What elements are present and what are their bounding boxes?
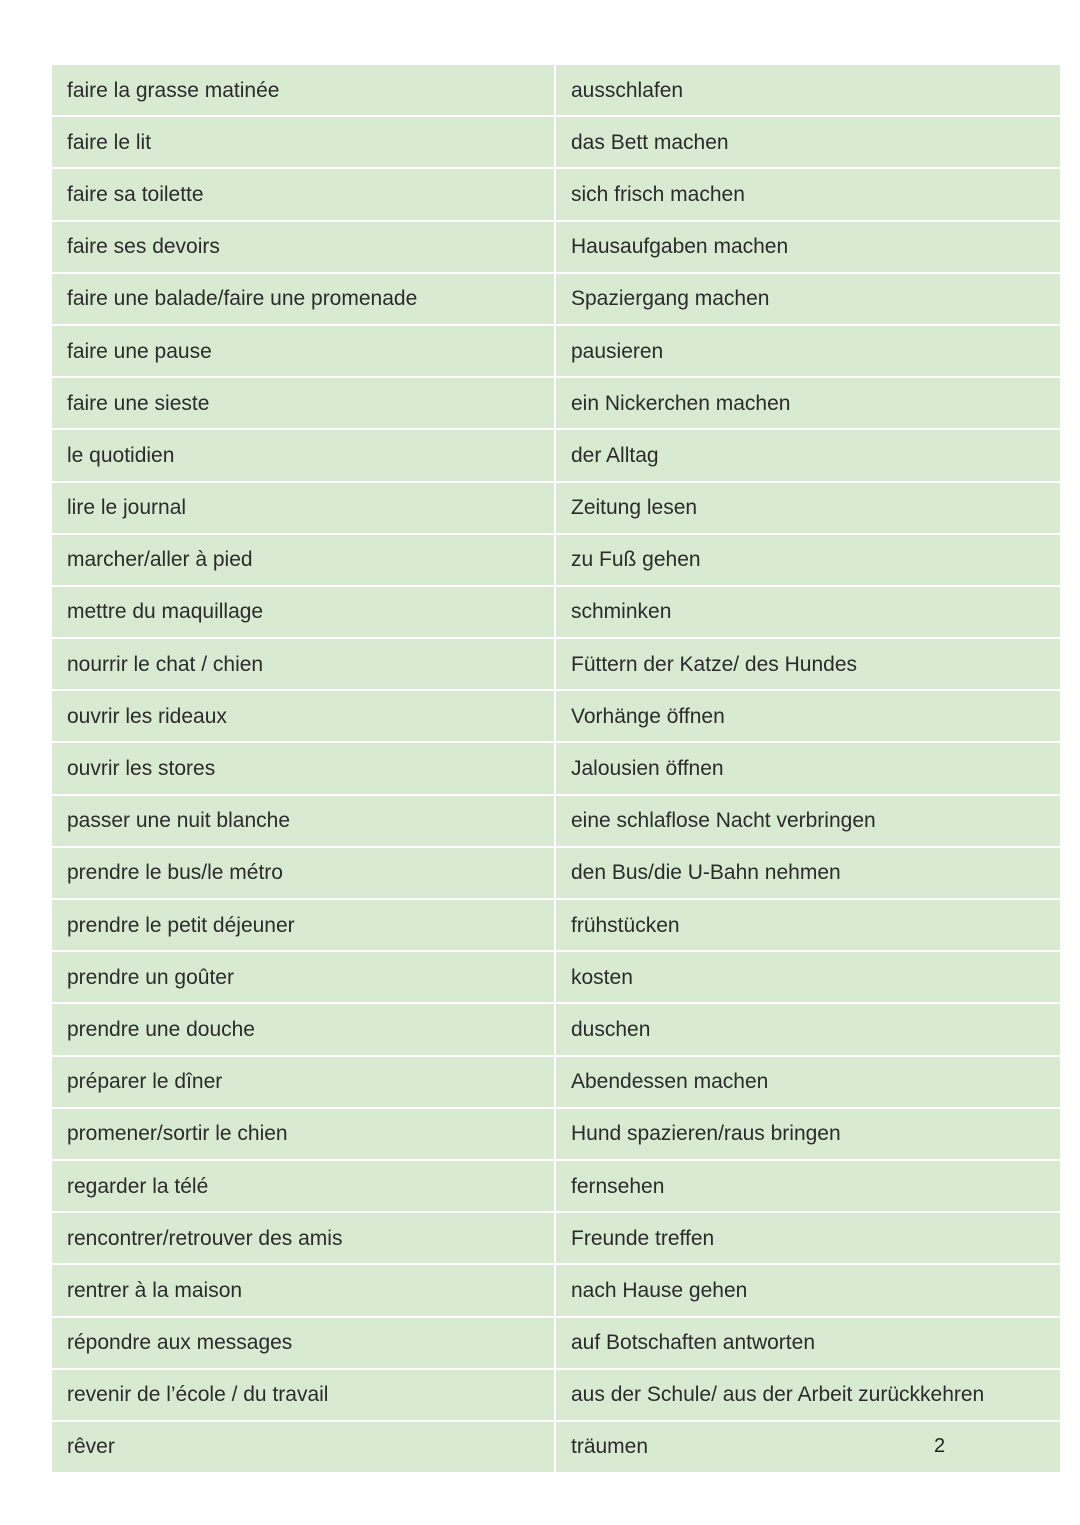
table-row	[52, 847, 1060, 899]
french-term-cell: le quotidien	[52, 429, 555, 481]
table-row	[52, 742, 1060, 794]
french-term-cell: marcher/aller à pied	[52, 534, 555, 586]
table-row	[52, 534, 1060, 586]
table-row	[52, 325, 1060, 377]
table-row	[52, 377, 1060, 429]
table-row	[52, 1056, 1060, 1108]
german-translation-cell: frühstücken	[555, 899, 1060, 951]
french-term-cell: rentrer à la maison	[52, 1264, 555, 1316]
french-term-cell: prendre le petit déjeuner	[52, 899, 555, 951]
french-term-cell: regarder la télé	[52, 1160, 555, 1212]
table-row	[52, 1317, 1060, 1369]
french-term-cell: prendre une douche	[52, 1003, 555, 1055]
german-translation-cell: nach Hause gehen	[555, 1264, 1060, 1316]
german-translation-cell: aus der Schule/ aus der Arbeit zurückkehren	[555, 1369, 1060, 1421]
german-translation-cell: ausschlafen	[555, 65, 1060, 116]
table-row	[52, 65, 1060, 116]
table-row	[52, 1421, 1060, 1472]
french-term-cell: promener/sortir le chien	[52, 1108, 555, 1160]
table-row	[52, 951, 1060, 1003]
german-translation-cell: Abendessen machen	[555, 1056, 1060, 1108]
german-translation-cell: kosten	[555, 951, 1060, 1003]
french-term-cell: faire le lit	[52, 116, 555, 168]
table-row	[52, 899, 1060, 951]
table-row	[52, 586, 1060, 638]
table-row	[52, 116, 1060, 168]
german-translation-cell: Freunde treffen	[555, 1212, 1060, 1264]
french-term-cell: faire une pause	[52, 325, 555, 377]
french-term-cell: préparer le dîner	[52, 1056, 555, 1108]
table-row	[52, 638, 1060, 690]
french-term-cell: rêver	[52, 1421, 555, 1472]
french-term-cell: mettre du maquillage	[52, 586, 555, 638]
table-row	[52, 690, 1060, 742]
french-term-cell: prendre le bus/le métro	[52, 847, 555, 899]
german-translation-cell: fernsehen	[555, 1160, 1060, 1212]
table-row	[52, 1003, 1060, 1055]
german-translation-cell: Jalousien öffnen	[555, 742, 1060, 794]
french-term-cell: faire la grasse matinée	[52, 65, 555, 116]
french-term-cell: prendre un goûter	[52, 951, 555, 1003]
french-term-cell: ouvrir les rideaux	[52, 690, 555, 742]
vocabulary-table	[52, 65, 1060, 1472]
german-translation-cell: Vorhänge öffnen	[555, 690, 1060, 742]
german-translation-cell: Hund spazieren/raus bringen	[555, 1108, 1060, 1160]
table-row	[52, 1108, 1060, 1160]
french-term-cell: répondre aux messages	[52, 1317, 555, 1369]
table-row	[52, 795, 1060, 847]
table-row	[52, 273, 1060, 325]
german-translation-cell: den Bus/die U-Bahn nehmen	[555, 847, 1060, 899]
german-translation-cell: eine schlaflose Nacht verbringen	[555, 795, 1060, 847]
french-term-cell: revenir de l’école / du travail	[52, 1369, 555, 1421]
german-translation-cell: schminken	[555, 586, 1060, 638]
german-translation-cell: sich frisch machen	[555, 168, 1060, 220]
table-row	[52, 1264, 1060, 1316]
french-term-cell: faire une balade/faire une promenade	[52, 273, 555, 325]
table-row	[52, 168, 1060, 220]
french-term-cell: passer une nuit blanche	[52, 795, 555, 847]
french-term-cell: faire ses devoirs	[52, 221, 555, 273]
table-row	[52, 429, 1060, 481]
german-translation-cell: Hausaufgaben machen	[555, 221, 1060, 273]
german-translation-cell: duschen	[555, 1003, 1060, 1055]
german-translation-cell: der Alltag	[555, 429, 1060, 481]
german-translation-cell: das Bett machen	[555, 116, 1060, 168]
table-row	[52, 221, 1060, 273]
french-term-cell: faire une sieste	[52, 377, 555, 429]
page-number: 2	[934, 1435, 946, 1457]
german-translation-cell: auf Botschaften antworten	[555, 1317, 1060, 1369]
table-row	[52, 1212, 1060, 1264]
german-translation-cell: Zeitung lesen	[555, 482, 1060, 534]
table-row	[52, 482, 1060, 534]
german-translation-cell: zu Fuß gehen	[555, 534, 1060, 586]
german-translation-cell: pausieren	[555, 325, 1060, 377]
french-term-cell: nourrir le chat / chien	[52, 638, 555, 690]
table-row	[52, 1369, 1060, 1421]
french-term-cell: ouvrir les stores	[52, 742, 555, 794]
german-translation-cell: Spaziergang machen	[555, 273, 1060, 325]
french-term-cell: rencontrer/retrouver des amis	[52, 1212, 555, 1264]
table-row	[52, 1160, 1060, 1212]
french-term-cell: faire sa toilette	[52, 168, 555, 220]
french-term-cell: lire le journal	[52, 482, 555, 534]
german-translation-cell: ein Nickerchen machen	[555, 377, 1060, 429]
german-translation-cell: träumen	[555, 1421, 1060, 1472]
vocabulary-table-body	[52, 65, 1060, 1472]
german-translation-cell: Füttern der Katze/ des Hundes	[555, 638, 1060, 690]
